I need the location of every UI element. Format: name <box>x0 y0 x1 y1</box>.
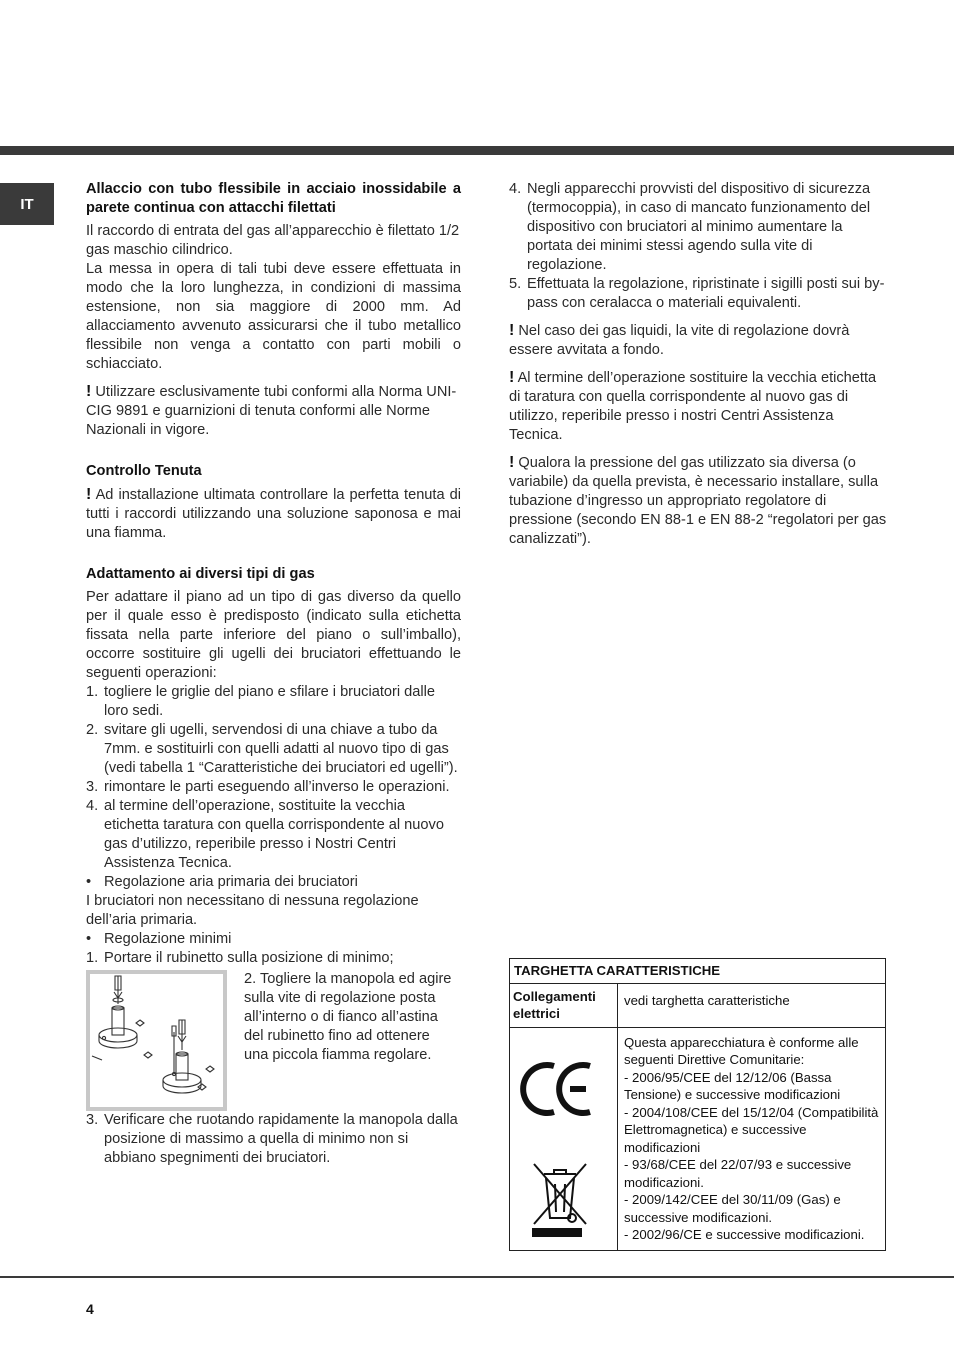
list-item: 1. Portare il rubinetto sulla posizione di minimo; <box>86 950 394 966</box>
page-number: 4 <box>86 1301 94 1317</box>
burner-screwdriver-icon <box>90 974 223 1107</box>
list-item: • Regolazione minimi <box>86 931 232 947</box>
list-item: 1. togliere le griglie del piano e sfilare i bruciatori dalle loro sedi. <box>86 684 435 719</box>
figure-row <box>86 970 461 1111</box>
paragraph: La messa in opera di tali tubi deve essere effettuata in modo che la loro lunghezza, in condizioni di massima estensione, non sia maggiore di 2000 mm. Ad allacciamento avvenuto assicurarsi che il tubo metallico flessibile non venga a contatto con parti mobili o schiacciato. <box>86 261 461 372</box>
warning-note: ! Nel caso dei gas liquidi, la vite di regolazione dovrà essere avvitata a fondo. <box>509 322 850 358</box>
certification-icons <box>510 1027 618 1251</box>
directive-line: - 2006/95/CEE del 12/12/06 (Bassa Tensione) e successive modificazioni <box>624 1069 841 1102</box>
weee-crossed-bin-icon <box>530 1160 590 1240</box>
exclamation-icon: ! <box>509 454 515 471</box>
list-item: 4. Negli apparecchi provvisti del dispositivo di sicurezza (termocoppia), in caso di mancato funzionamento del dispositivo con bruciatori al minimo aumentare la portata dei minimi stessi agendo sulla vite di regolazione. <box>509 181 871 273</box>
warning-note: ! Al termine dell’operazione sostituire la vecchia etichetta di taratura con quella corrispondente al nuovo gas di utilizzo, reperibile presso i nostri Centri Assistenza Tecnica. <box>509 369 877 443</box>
bullet-list <box>86 930 461 949</box>
section-title-leak-test: Controllo Tenuta <box>86 463 202 479</box>
minimum-steps <box>86 949 461 968</box>
section-title-gas-adaptation: Adattamento ai diversi tipi di gas <box>86 566 315 582</box>
directives-cell <box>618 1027 886 1251</box>
directive-line: Questa apparecchiatura è conforme alle seguenti Direttive Comunitarie: <box>624 1034 859 1067</box>
list-item: 3. rimontare le parti eseguendo all’inverso le operazioni. <box>86 779 450 795</box>
exclamation-icon: ! <box>86 486 92 503</box>
directive-line: - 2009/142/CEE del 30/11/09 (Gas) e successive modificazioni. <box>624 1192 841 1225</box>
list-item: 3. Verificare che ruotando rapidamente la manopola dalla posizione di massimo a quella di minimo non si abbiano spegnimenti dei bruciatori. <box>86 1112 458 1166</box>
section-title-flexible-hose: Allaccio con tubo flessibile in acciaio inossidabile a parete continua con attacchi filettati <box>86 181 461 216</box>
exclamation-icon: ! <box>86 383 92 400</box>
paragraph: I bruciatori non necessitano di nessuna regolazione dell’aria primaria. <box>86 893 419 928</box>
directive-line: - 2002/96/CE e successive modificazioni. <box>624 1227 865 1242</box>
list-item: • Regolazione aria primaria dei bruciatori <box>86 874 358 890</box>
adaptation-steps-continued <box>509 180 887 313</box>
right-column <box>509 180 887 549</box>
rating-plate-table <box>509 958 886 1251</box>
list-item: 4. al termine dell’operazione, sostituite la vecchia etichetta taratura con quella corrispondente al nuovo gas d’utilizzo, reperibile presso i Nostri Centri Assistenza Tecnica. <box>86 798 444 871</box>
left-column <box>86 180 461 1168</box>
burner-adjustment-illustration <box>86 970 227 1111</box>
paragraph: 2. Togliere la manopola ed agire sulla vite di regolazione posta all’interno o di fianco all’astina del rubinetto fino ad ottenere una piccola fiamma regolare. <box>244 971 452 1063</box>
footer-rule <box>0 1276 954 1278</box>
warning-note: ! Ad installazione ultimata controllare la perfetta tenuta di tutti i raccordi utilizzando una soluzione saponosa e mai una fiamma. <box>86 486 461 541</box>
exclamation-icon: ! <box>509 369 515 386</box>
paragraph: Il raccordo di entrata del gas all’apparecchio è filettato 1/2 gas maschio cilindrico. <box>86 223 460 258</box>
table-value: vedi targhetta caratteristiche <box>618 983 886 1027</box>
table-header: TARGHETTA CARATTERISTICHE <box>510 959 886 984</box>
directive-line: - 93/68/CEE del 22/07/93 e successive modificazioni. <box>624 1157 852 1190</box>
paragraph: Per adattare il piano ad un tipo di gas diverso da quello per il quale esso è predisposto (indicato sulla etichetta fissata nella parte inferiore del piano o sull’imballo), occorre sostituire gli ugelli dei bruciatori effettuando le seguenti operazioni: <box>86 589 461 681</box>
header-bar <box>0 146 954 155</box>
warning-note: ! Qualora la pressione del gas utilizzato sia diversa (o variabile) da quella prevista, è necessario installare, sulla tubazione d’ingresso un appropriato regolatore di pressione (secondo EN 88-1 e EN 88-2 “regolatori per gas canalizzati”). <box>509 454 887 547</box>
minimum-steps <box>86 1111 461 1168</box>
list-item: 2. svitare gli ugelli, servendosi di una chiave a tubo da 7mm. e sostituirli con quelli adatti al nuovo tipo di gas (vedi tabella 1 “Caratteristiche dei bruciatori ed ugelli”). <box>86 722 458 776</box>
bullet-list <box>86 873 461 892</box>
table-label: Collegamenti elettrici <box>510 983 618 1027</box>
exclamation-icon: ! <box>509 322 515 339</box>
directive-line: - 2004/108/CEE del 15/12/04 (Compatibilità Elettromagnetica) e successive modificazioni <box>624 1104 879 1155</box>
language-tab: IT <box>0 183 54 225</box>
list-item: 5. Effettuata la regolazione, ripristinate i sigilli posti sui by-pass con ceralacca o materiali equivalenti. <box>509 276 885 311</box>
warning-note: ! Utilizzare esclusivamente tubi conformi alla Norma UNI-CIG 9891 e guarnizioni di tenuta conformi alle Norme Nazionali in vigore. <box>86 383 457 438</box>
adaptation-steps <box>86 683 461 873</box>
